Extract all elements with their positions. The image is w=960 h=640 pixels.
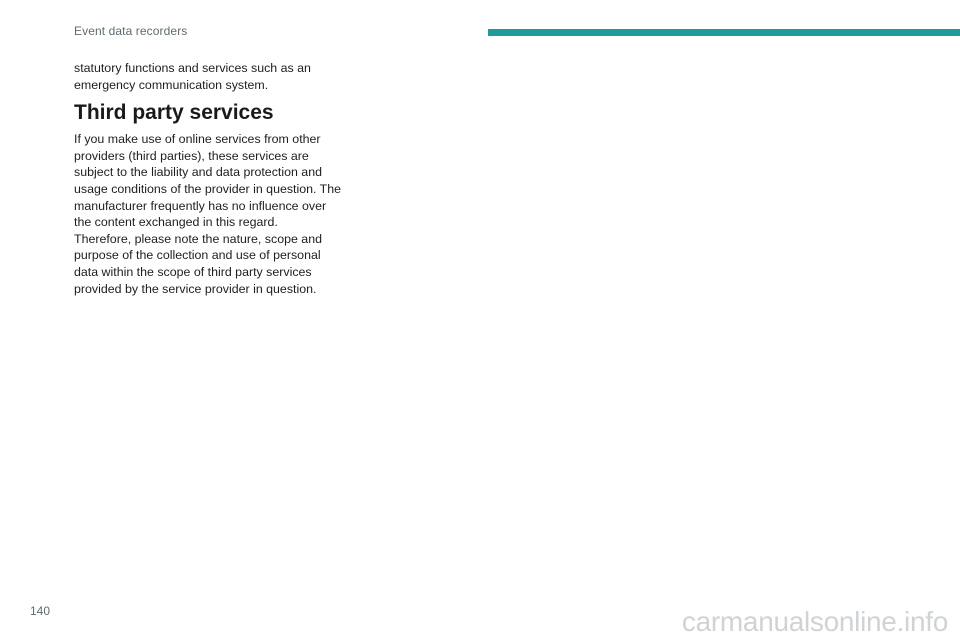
body-paragraph-1: If you make use of online services from other providers (third parties), these services are subject to the liability and data protection and usage conditions of the provider in question. The manufacturer frequently has no influence over the content exchanged in this regard. [74,132,342,230]
page-number: 140 [30,604,51,618]
section-title: Event data recorders [74,24,188,38]
main-content [74,60,344,297]
section-heading: Third party services [74,101,274,125]
intro-paragraph: statutory functions and services such as an emergency communication system. [74,61,311,92]
watermark: carmanualsonline.info [681,606,948,637]
body-paragraph-2: Therefore, please note the nature, scope and purpose of the collection and use of personal data within the scope of third party services provided by the service provider in question. [74,231,322,296]
header-accent-bar [488,29,960,36]
